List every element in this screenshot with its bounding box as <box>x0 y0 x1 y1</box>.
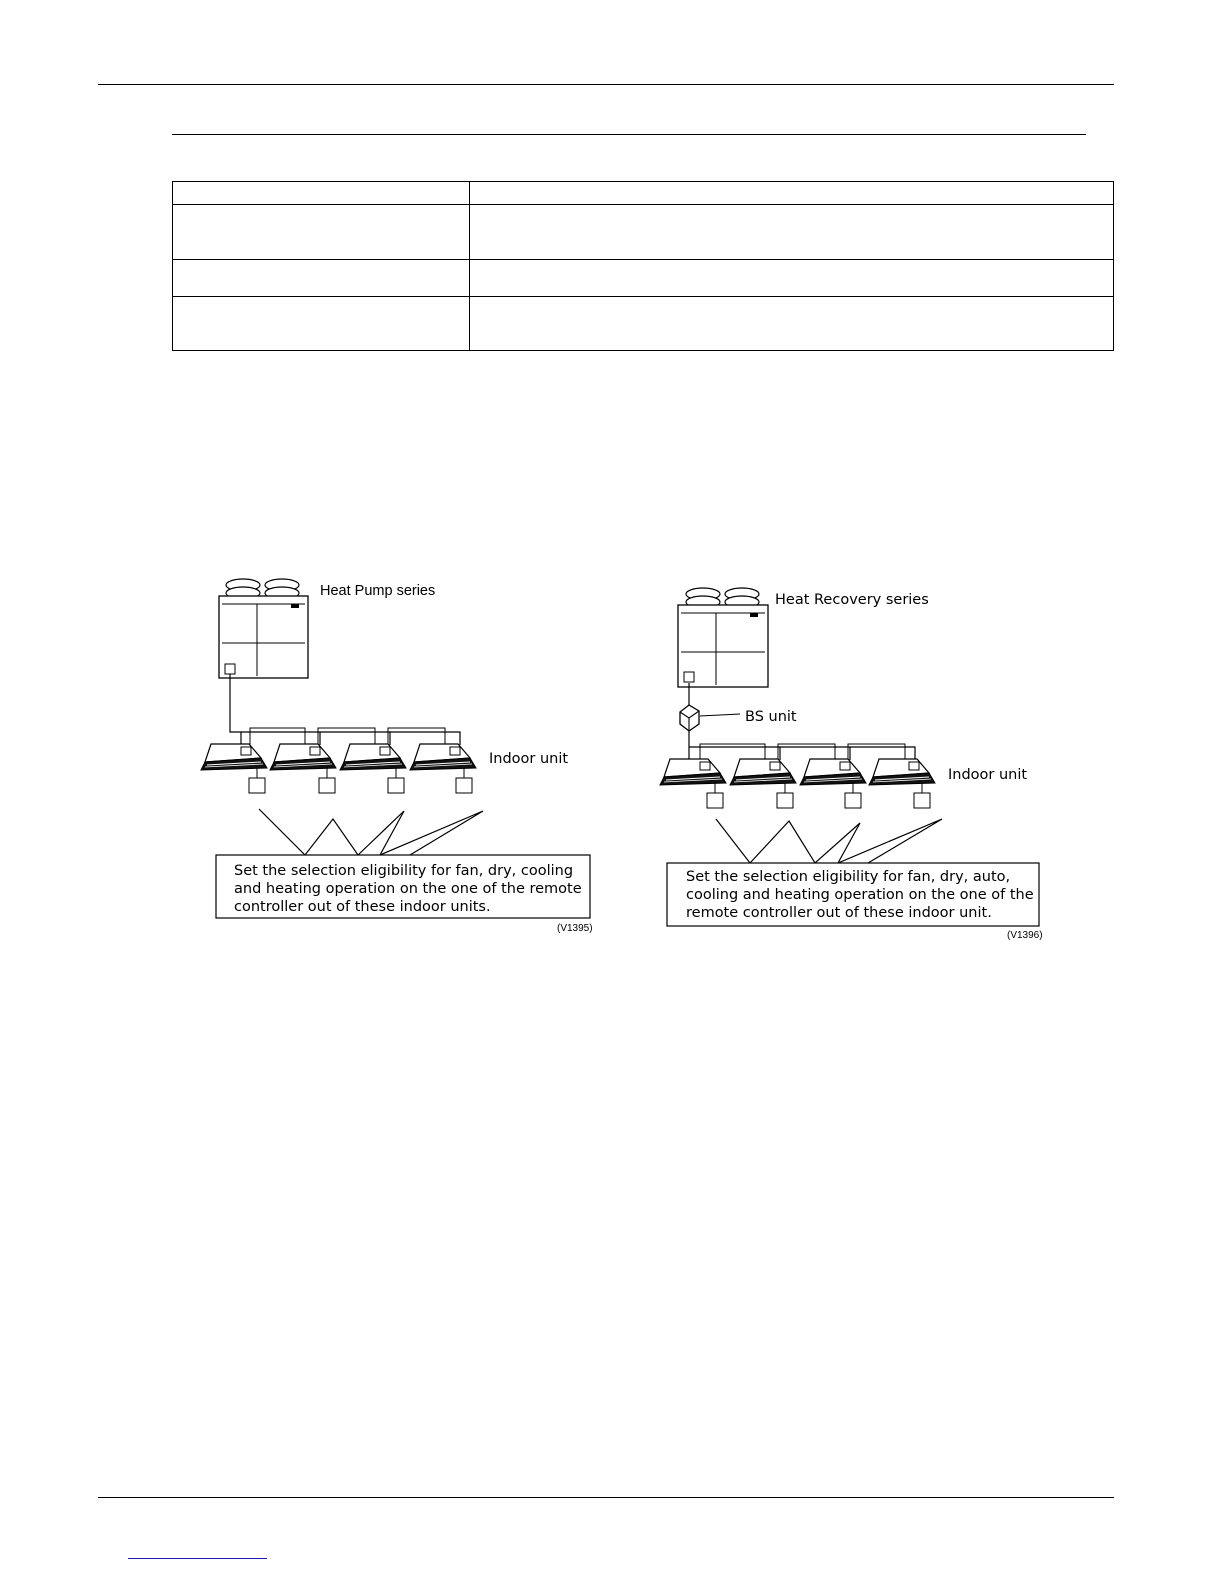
callout-burst <box>259 809 483 855</box>
figure-code: (V1396) <box>1007 930 1043 941</box>
remote-controller-icons <box>249 768 472 793</box>
remote-controller-icons <box>707 783 930 808</box>
pipe-line <box>241 732 320 745</box>
bs-unit-icon <box>680 705 699 731</box>
callout-burst <box>716 819 942 863</box>
heat-pump-diagram <box>201 579 593 934</box>
series-label: Heat Recovery series <box>775 592 929 608</box>
note-line: and heating operation on the one of the remote <box>234 881 582 897</box>
leader-line <box>700 714 740 716</box>
indoor-unit-icon <box>201 744 267 770</box>
footer-link-underline[interactable] <box>128 1558 267 1559</box>
indoor-unit-icon <box>800 759 866 785</box>
indoor-unit-icon <box>410 744 476 770</box>
bs-unit-label: BS unit <box>745 709 797 725</box>
pipe-line <box>388 728 445 745</box>
note-line: controller out of these indoor units. <box>234 899 491 915</box>
bottom-rule <box>98 1497 1114 1498</box>
pipe-line <box>250 728 305 745</box>
note-line: Set the selection eligibility for fan, dry, cooling <box>234 863 574 879</box>
pipe-line <box>320 732 390 745</box>
series-label: Heat Pump series <box>320 583 436 599</box>
heat-recovery-diagram <box>660 588 1043 941</box>
note-line: cooling and heating operation on the one of the <box>686 887 1034 903</box>
figure-code: (V1395) <box>557 923 593 934</box>
indoor-unit-label: Indoor unit <box>489 751 569 767</box>
pipe-line <box>230 674 241 745</box>
pipe-line <box>390 732 460 745</box>
indoor-unit-icon <box>660 759 726 785</box>
indoor-unit-icon <box>340 744 406 770</box>
note-line: remote controller out of these indoor unit. <box>686 905 992 921</box>
note-line: Set the selection eligibility for fan, dry, auto, <box>686 869 1011 885</box>
outdoor-unit-icon <box>219 579 308 678</box>
indoor-unit-icon <box>730 759 796 785</box>
pipe-line <box>318 728 375 745</box>
pipe-line <box>689 747 780 760</box>
pipe-line <box>780 747 850 760</box>
indoor-unit-icon <box>869 759 935 785</box>
outdoor-unit-icon <box>678 588 768 687</box>
indoor-unit-icon <box>270 744 336 770</box>
indoor-unit-label: Indoor unit <box>948 767 1028 783</box>
